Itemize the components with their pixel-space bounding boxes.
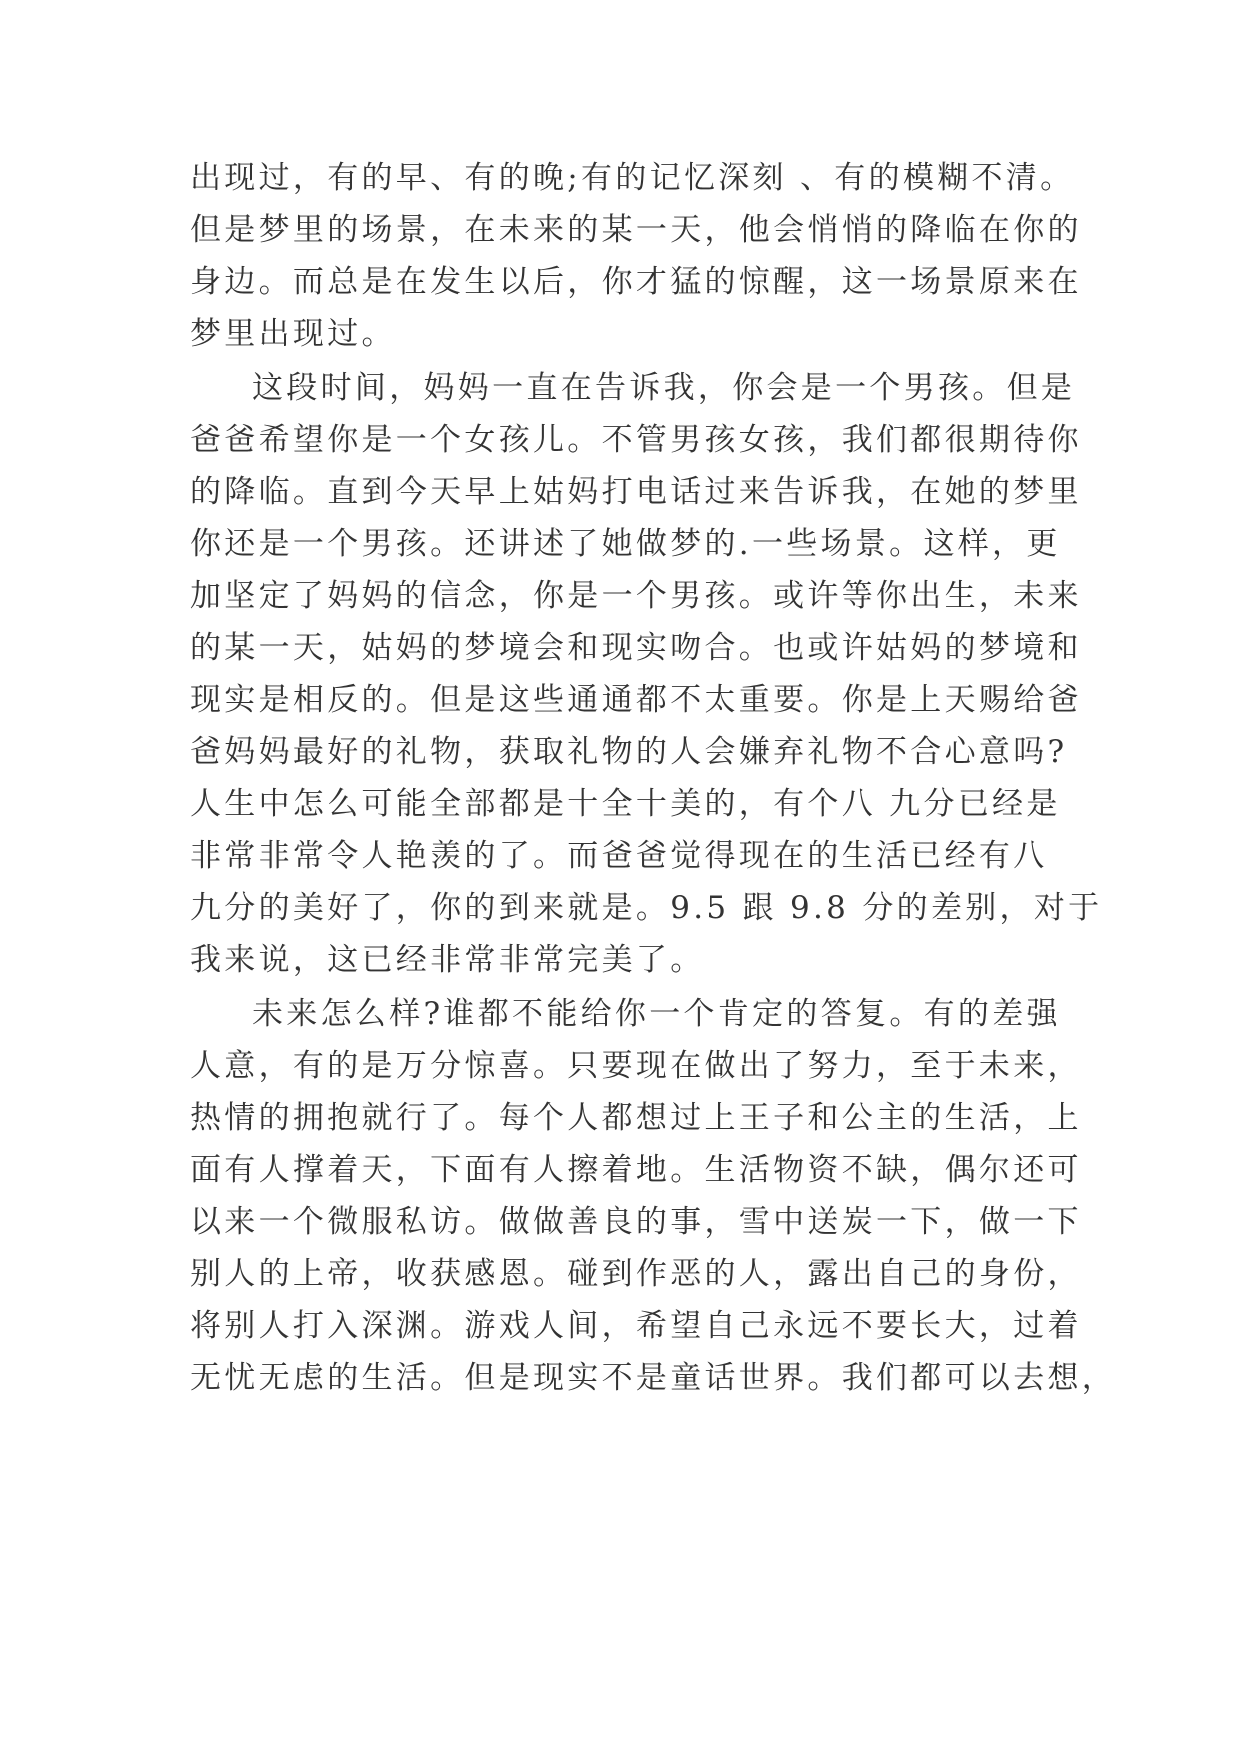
paragraph-first-line: 这段时间，妈妈一直在告诉我，你会是一个男孩。但是	[252, 370, 1076, 406]
text-line: 梦里出现过。	[190, 316, 396, 352]
text-line: 非常非常令人艳羡的了。而爸爸觉得现在的生活已经有八	[190, 838, 1048, 874]
text-line: 的某一天，姑妈的梦境会和现实吻合。也或许姑妈的梦境和	[190, 630, 1082, 666]
text-line: 人生中怎么可能全部都是十全十美的，有个八 九分已经是	[190, 786, 1061, 822]
text-line: 将别人打入深渊。游戏人间，希望自己永远不要长大，过着	[190, 1308, 1082, 1344]
text-line: 无忧无虑的生活。但是现实不是童话世界。我们都可以去想，	[190, 1360, 1117, 1396]
text-line: 别人的上帝，收获感恩。碰到作恶的人，露出自己的身份，	[190, 1256, 1082, 1292]
text-line: 的降临。直到今天早上姑妈打电话过来告诉我，在她的梦里	[190, 474, 1082, 510]
text-line: 我来说，这已经非常非常完美了。	[190, 942, 705, 978]
text-line: 热情的拥抱就行了。每个人都想过上王子和公主的生活，上	[190, 1100, 1082, 1136]
text-line: 爸爸希望你是一个女孩儿。不管男孩女孩，我们都很期待你	[190, 422, 1082, 458]
text-line: 面有人撑着天，下面有人擦着地。生活物资不缺，偶尔还可	[190, 1152, 1082, 1188]
text-line: 你还是一个男孩。还讲述了她做梦的.一些场景。这样，更	[190, 526, 1061, 562]
text-line: 出现过，有的早、有的晚;有的记忆深刻 、有的模糊不清。	[190, 160, 1075, 196]
paragraph-first-line: 未来怎么样?谁都不能给你一个肯定的答复。有的差强	[252, 996, 1061, 1032]
text-line: 身边。而总是在发生以后，你才猛的惊醒，这一场景原来在	[190, 264, 1082, 300]
text-line: 加坚定了妈妈的信念，你是一个男孩。或许等你出生，未来	[190, 578, 1082, 614]
text-line: 九分的美好了，你的到来就是。9.5 跟 9.8 分的差别，对于	[190, 890, 1103, 926]
text-line: 爸妈妈最好的礼物，获取礼物的人会嫌弃礼物不合心意吗?	[190, 734, 1068, 770]
text-line: 人意，有的是万分惊喜。只要现在做出了努力，至于未来，	[190, 1048, 1082, 1084]
text-line: 但是梦里的场景，在未来的某一天，他会悄悄的降临在你的	[190, 212, 1082, 248]
text-line: 现实是相反的。但是这些通通都不太重要。你是上天赐给爸	[190, 682, 1082, 718]
text-line: 以来一个微服私访。做做善良的事，雪中送炭一下，做一下	[190, 1204, 1082, 1240]
